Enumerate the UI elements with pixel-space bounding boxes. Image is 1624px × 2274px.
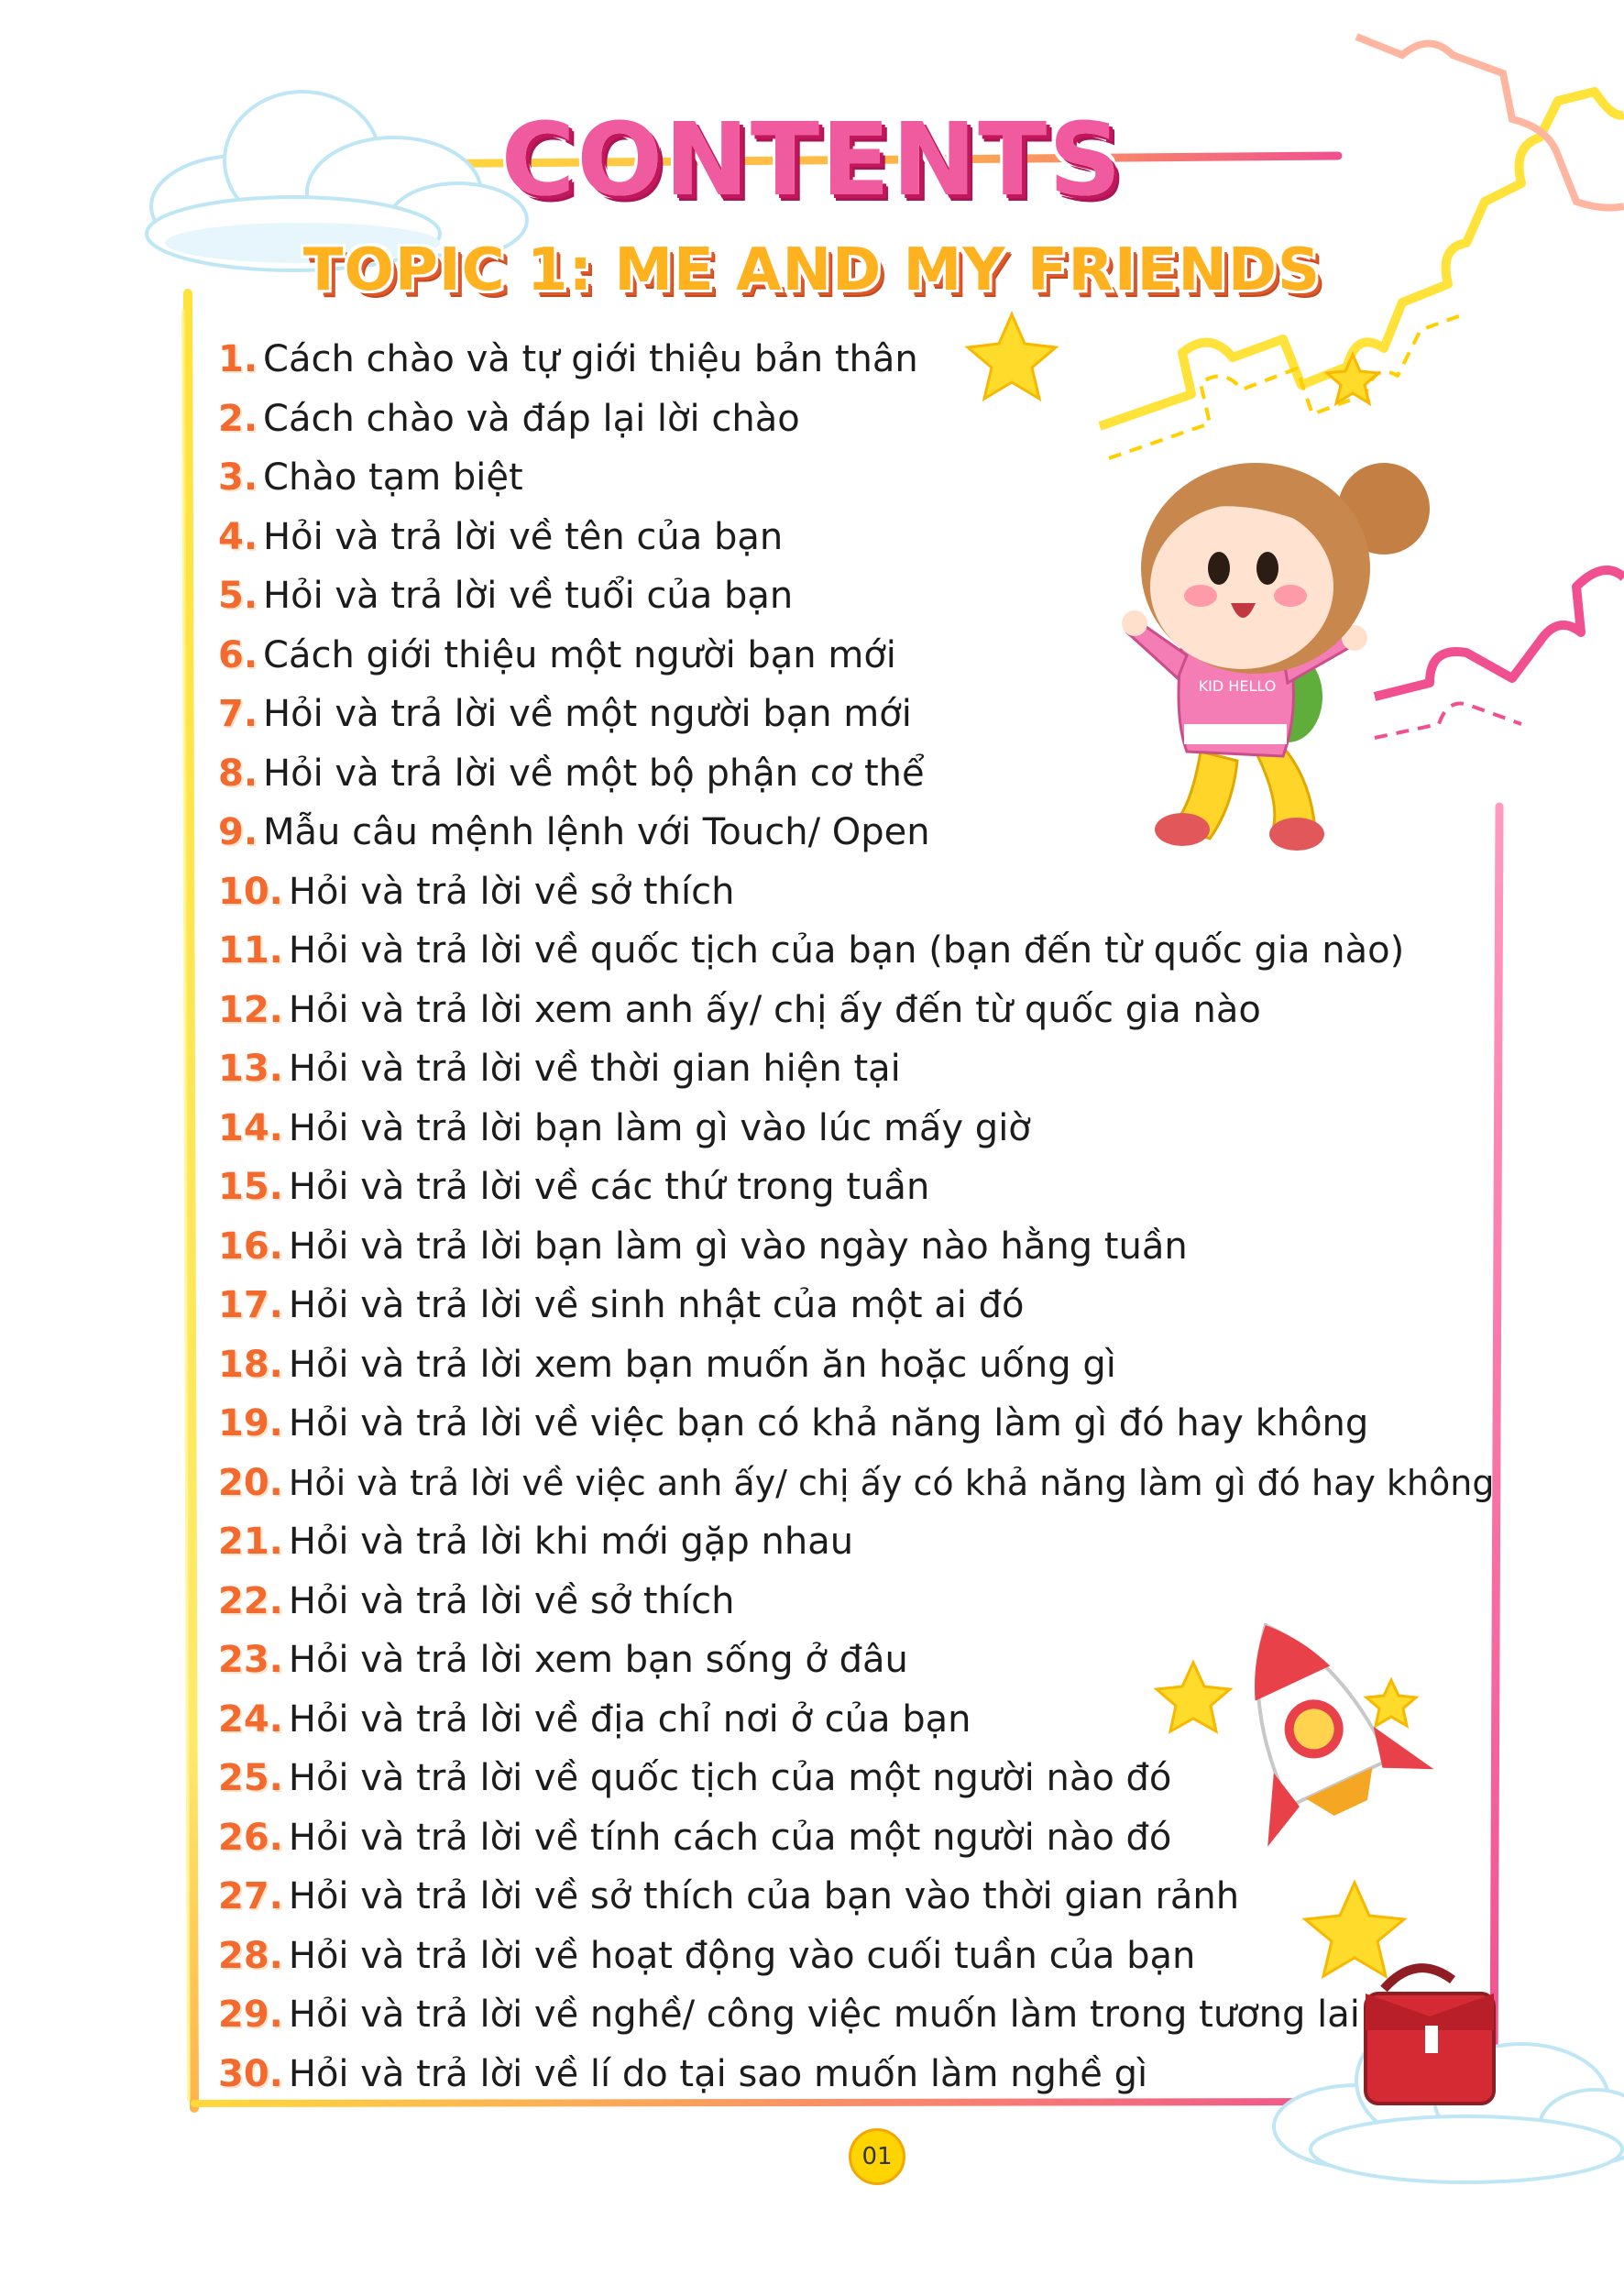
item-text: Hỏi và trả lời về lí do tại sao muốn làm nghề gì [288, 2052, 1148, 2095]
toc-item[interactable] [218, 1394, 1520, 1454]
page-number: 01 [849, 2128, 905, 2185]
item-number: 11. [218, 929, 283, 972]
item-text: Hỏi và trả lời xem bạn muốn ăn hoặc uống gì [288, 1343, 1116, 1386]
item-number: 26. [218, 1816, 283, 1859]
item-number: 5. [218, 575, 258, 617]
item-text: Hỏi và trả lời bạn làm gì vào ngày nào hằng tuần [288, 1225, 1188, 1268]
toc-item[interactable] [218, 566, 1520, 626]
item-number: 16. [218, 1225, 283, 1268]
item-text: Hỏi và trả lời về tên của bạn [263, 515, 784, 558]
item-number: 4. [218, 515, 258, 558]
toc-item[interactable] [218, 1749, 1520, 1808]
item-number: 24. [218, 1697, 283, 1741]
toc-item[interactable] [218, 744, 1520, 804]
item-text: Hỏi và trả lời về một người bạn mới [263, 693, 912, 735]
toc-item[interactable] [218, 626, 1520, 686]
toc-item[interactable] [218, 1867, 1520, 1927]
item-text: Hỏi và trả lời về việc bạn có khả năng làm gì đó hay không [288, 1402, 1369, 1445]
item-number: 22. [218, 1579, 283, 1622]
item-number: 27. [218, 1875, 283, 1917]
toc-item[interactable] [218, 330, 1520, 390]
item-number: 2. [218, 397, 258, 440]
item-text: Hỏi và trả lời về thời gian hiện tại [288, 1048, 901, 1090]
toc-item[interactable] [218, 1099, 1520, 1159]
toc-item[interactable] [218, 1927, 1520, 1986]
item-number: 21. [218, 1521, 283, 1563]
item-number: 18. [218, 1343, 283, 1386]
toc-item[interactable] [218, 1512, 1520, 1572]
toc-item[interactable] [218, 1158, 1520, 1217]
item-text: Hỏi và trả lời khi mới gặp nhau [288, 1521, 854, 1563]
item-text: Chào tạm biệt [263, 456, 523, 499]
toc-item[interactable] [218, 1039, 1520, 1099]
item-text: Hỏi và trả lời về hoạt động vào cuối tuần của bạn [288, 1934, 1196, 1977]
item-text: Hỏi và trả lời xem anh ấy/ chị ấy đến từ quốc gia nào [288, 988, 1261, 1031]
toc-item[interactable] [218, 862, 1520, 922]
toc-item[interactable] [218, 1631, 1520, 1690]
item-number: 30. [218, 2052, 283, 2095]
toc-item[interactable] [218, 1808, 1520, 1868]
item-number: 15. [218, 1166, 283, 1208]
item-number: 17. [218, 1284, 283, 1326]
item-text: Hỏi và trả lời về các thứ trong tuần [288, 1166, 930, 1208]
toc-item[interactable] [218, 1690, 1520, 1750]
item-text: Hỏi và trả lời về địa chỉ nơi ở của bạn [288, 1697, 971, 1741]
toc-item[interactable] [218, 1985, 1520, 2045]
item-text: Hỏi và trả lời về nghề/ công việc muốn làm trong tương lai [288, 1994, 1360, 2036]
item-text: Cách chào và tự giới thiệu bản thân [263, 338, 918, 380]
item-number: 9. [218, 811, 258, 853]
item-text: Hỏi và trả lời về sinh nhật của một ai đó [288, 1284, 1025, 1326]
item-number: 3. [218, 456, 258, 499]
toc-item[interactable] [218, 1572, 1520, 1631]
item-number: 28. [218, 1934, 283, 1977]
item-number: 6. [218, 633, 258, 676]
item-number: 20. [218, 1461, 283, 1504]
toc-item[interactable] [218, 803, 1520, 862]
item-text: Hỏi và trả lời về sở thích [288, 870, 735, 913]
item-text: Hỏi và trả lời bạn làm gì vào lúc mấy giờ [288, 1106, 1031, 1149]
toc-item[interactable] [218, 921, 1520, 981]
toc-item[interactable] [218, 508, 1520, 567]
page-title: CONTENTS [500, 101, 1124, 218]
item-number: 29. [218, 1994, 283, 2036]
item-number: 13. [218, 1048, 283, 1090]
toc-item[interactable] [218, 1335, 1520, 1395]
toc-item[interactable] [218, 448, 1520, 508]
girl-shirt-text: KID HELLO [1198, 677, 1277, 695]
item-text: Hỏi và trả lời về việc anh ấy/ chị ấy có khả năng làm gì đó hay không [288, 1462, 1495, 1503]
toc-item[interactable] [218, 685, 1520, 744]
item-text: Hỏi và trả lời về sở thích [288, 1579, 735, 1622]
item-number: 25. [218, 1757, 283, 1799]
toc-item[interactable] [218, 981, 1520, 1040]
toc-item[interactable] [218, 1217, 1520, 1277]
table-of-contents [218, 330, 1520, 2104]
item-number: 7. [218, 693, 258, 735]
item-text: Hỏi và trả lời về tính cách của một người nào đó [288, 1816, 1172, 1859]
item-text: Hỏi và trả lời về sở thích của bạn vào thời gian rảnh [288, 1875, 1240, 1917]
topic-title: TOPIC 1: ME AND MY FRIENDS [302, 236, 1322, 304]
toc-item[interactable] [218, 390, 1520, 449]
item-text: Cách giới thiệu một người bạn mới [263, 633, 896, 676]
item-text: Hỏi và trả lời xem bạn sống ở đâu [288, 1639, 908, 1681]
item-number: 10. [218, 870, 283, 913]
item-text: Hỏi và trả lời về một bộ phận cơ thể [263, 752, 925, 795]
item-number: 12. [218, 988, 283, 1031]
item-number: 19. [218, 1402, 283, 1445]
item-number: 14. [218, 1106, 283, 1149]
toc-item[interactable] [218, 2045, 1520, 2104]
item-text: Mẫu câu mệnh lệnh với Touch/ Open [263, 811, 930, 853]
toc-item[interactable] [218, 1276, 1520, 1335]
item-number: 1. [218, 338, 258, 380]
item-text: Hỏi và trả lời về tuổi của bạn [263, 575, 794, 617]
item-number: 8. [218, 752, 258, 795]
item-text: Cách chào và đáp lại lời chào [263, 397, 800, 440]
item-text: Hỏi và trả lời về quốc tịch của bạn (bạn đến từ quốc gia nào) [288, 929, 1405, 972]
item-number: 23. [218, 1639, 283, 1681]
toc-item[interactable] [218, 1454, 1520, 1513]
item-text: Hỏi và trả lời về quốc tịch của một người nào đó [288, 1757, 1172, 1799]
